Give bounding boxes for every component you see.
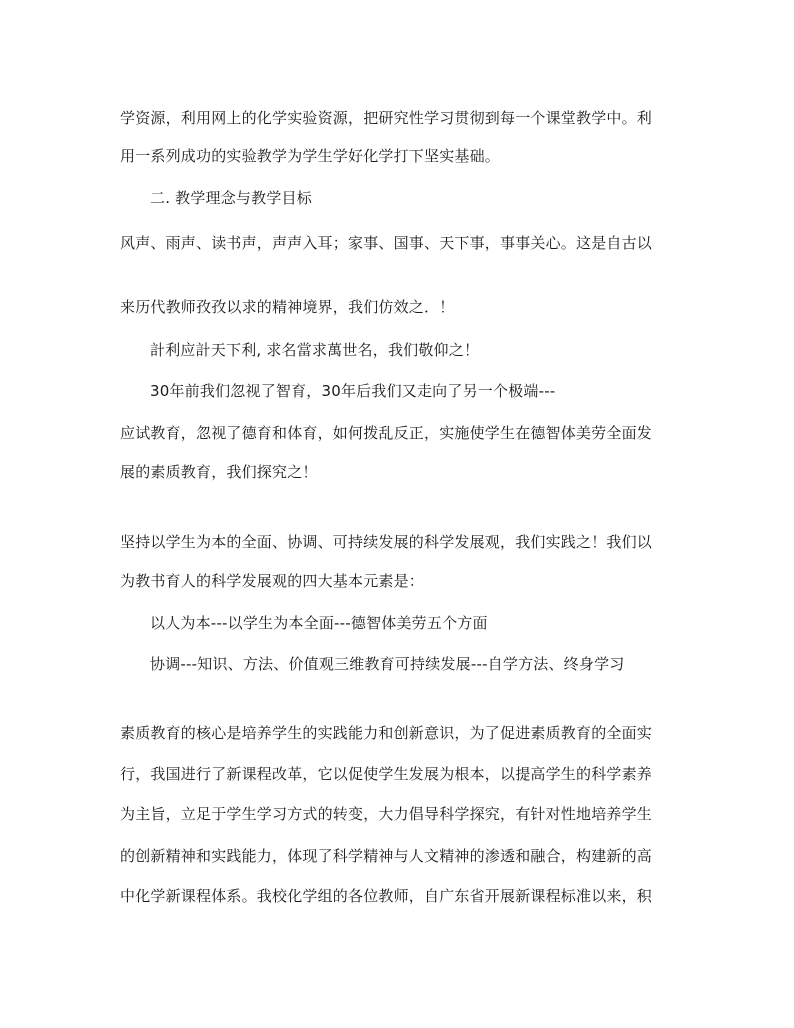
body-text-line: 为教书育人的科学发展观的四大基本元素是： [120,572,425,590]
list-item: 协调---知识、方法、价值观三维教育可持续发展---自学方法、终身学习 [150,655,625,673]
body-text-line: 30年前我们忽视了智育，30年后我们又走向了另一个极端--- [150,382,556,400]
body-text-line: 行，我国进行了新课程改革，它以促使学生发展为根本，以提高学生的科学素养 [120,765,653,783]
list-item: 以人为本---以学生为本全面---德智体美劳五个方面 [150,614,488,632]
body-text-line: 来历代教师孜孜以求的精神境界，我们仿效之．！ [120,298,455,316]
body-text-line: 計利应計天下利, 求名當求萬世名，我们敬仰之！ [150,341,480,359]
body-text-line: 用一系列成功的实验教学为学生学好化学打下坚实基础。 [120,147,501,165]
body-text-line: 风声、雨声、读书声，声声入耳；家事、国事、天下事，事事关心。这是自古以 [120,234,653,252]
body-text-line: 的创新精神和实践能力，体现了科学精神与人文精神的渗透和融合，构建新的高 [120,847,653,865]
body-text-line: 坚持以学生为本的全面、协调、可持续发展的科学发展观，我们实践之！我们以 [120,533,653,551]
body-text-line: 应试教育，忽视了德育和体育，如何拨乱反正，实施使学生在德智体美劳全面发 [120,424,653,442]
body-text-line: 为主旨，立足于学生学习方式的转变，大力倡导科学探究，有针对性地培养学生 [120,805,653,823]
body-text-line: 中化学新课程体系。我校化学组的各位教师，自广东省开展新课程标准以来，积 [120,887,653,905]
section-heading: 二. 教学理念与教学目标 [150,189,312,207]
body-text-line: 展的素质教育，我们探究之！ [120,463,318,481]
body-text-line: 素质教育的核心是培养学生的实践能力和创新意识，为了促进素质教育的全面实 [120,724,653,742]
body-text-line: 学资源，利用网上的化学实验资源，把研究性学习贯彻到每一个课堂教学中。利 [120,109,653,127]
